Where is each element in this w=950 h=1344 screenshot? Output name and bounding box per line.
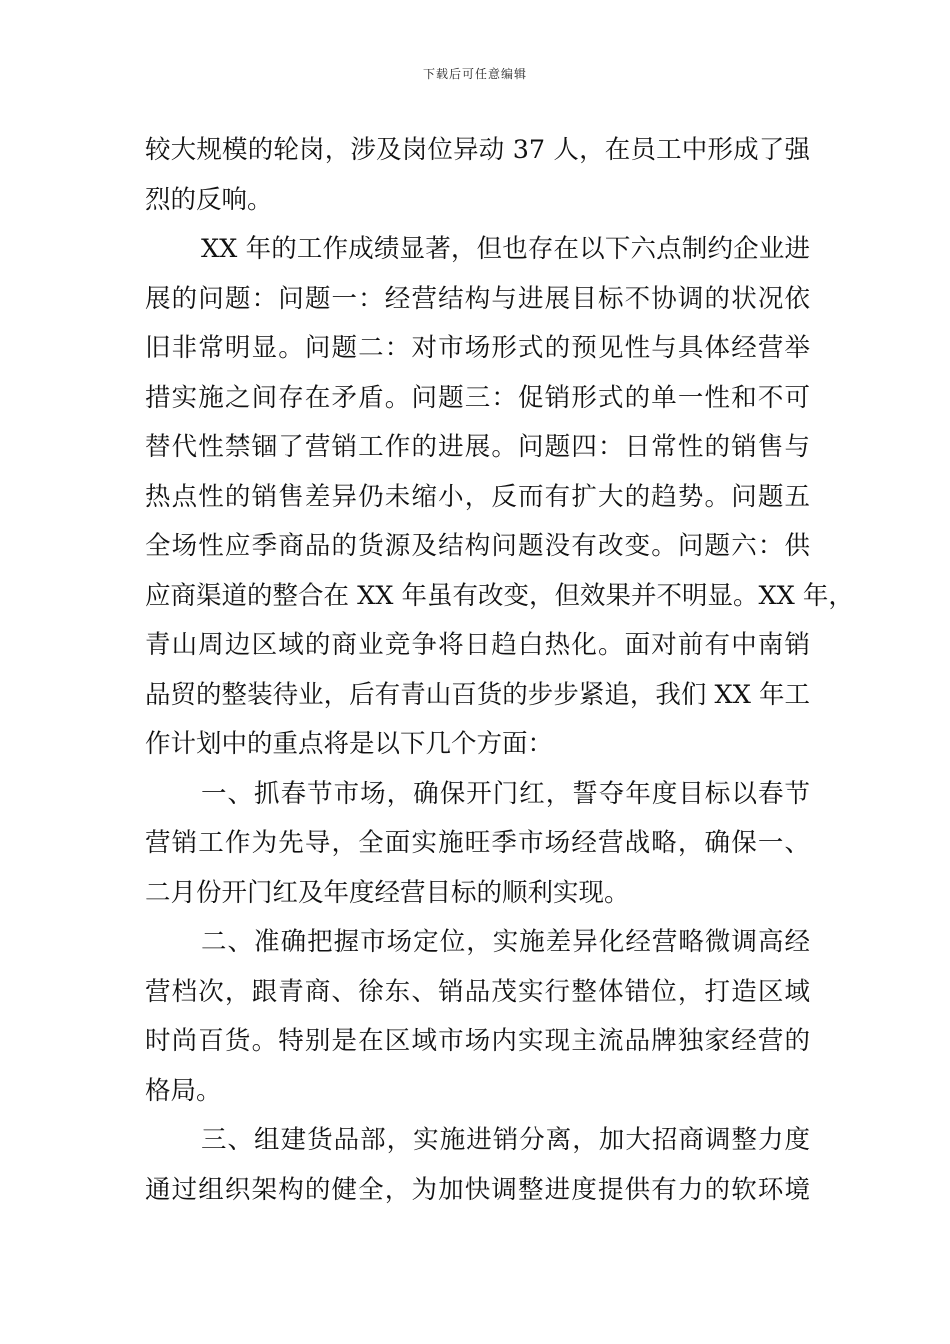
text-line: XX 年的工作成绩显著，但也存在以下六点制约企业进 bbox=[201, 234, 810, 264]
text-line: 时尚百货。特别是在区域市场内实现主流品牌独家经营的 bbox=[145, 1026, 810, 1056]
text-line: 较大规模的轮岗，涉及岗位异动 37 人，在员工中形成了强 bbox=[145, 135, 810, 165]
text-line: 青山周边区域的商业竞争将日趋白热化。面对前有中南销 bbox=[145, 630, 810, 660]
page-header: 下载后可任意编辑 bbox=[422, 67, 527, 81]
text-line: 烈的反响。 bbox=[145, 184, 273, 215]
text-line: 一、抓春节市场，确保开门红，誓夺年度目标以春节 bbox=[201, 778, 810, 809]
text-line: 品贸的整装待业，后有青山百货的步步紧追，我们 XX 年工 bbox=[145, 679, 810, 710]
text-line: 格局。 bbox=[145, 1075, 222, 1106]
text-line: 三、组建货品部，实施进销分离，加大招商调整力度 bbox=[201, 1125, 810, 1155]
text-line: 作计划中的重点将是以下几个方面： bbox=[145, 729, 554, 759]
text-line: 热点性的销售差异仍未缩小，反而有扩大的趋势。问题五 bbox=[145, 481, 810, 512]
text-line: 替代性禁锢了营销工作的进展。问题四：日常性的销售与 bbox=[145, 432, 810, 462]
text-line: 全场性应季商品的货源及结构问题没有改变。问题六：供 bbox=[145, 531, 810, 561]
text-line: 通过组织架构的健全，为加快调整进度提供有力的软环境 bbox=[145, 1174, 810, 1205]
text-line: 展的问题：问题一：经营结构与进展目标不协调的状况依 bbox=[145, 283, 810, 314]
text-line: 营销工作为先导，全面实施旺季市场经营战略，确保一、 bbox=[145, 828, 810, 858]
text-line: 措实施之间存在矛盾。问题三：促销形式的单一性和不可 bbox=[145, 382, 810, 413]
text-line: 应商渠道的整合在 XX 年虽有改变，但效果并不明显。XX 年， bbox=[145, 580, 854, 611]
text-line: 营档次，跟青商、徐东、销品茂实行整体错位，打造区域 bbox=[145, 976, 810, 1007]
text-line: 二月份开门红及年度经营目标的顺利实现。 bbox=[145, 877, 630, 908]
text-line: 二、准确把握市场定位，实施差异化经营略微调高经 bbox=[201, 927, 810, 957]
text-line: 旧非常明显。问题二：对市场形式的预见性与具体经营举 bbox=[145, 333, 810, 363]
document-body bbox=[145, 126, 854, 1215]
